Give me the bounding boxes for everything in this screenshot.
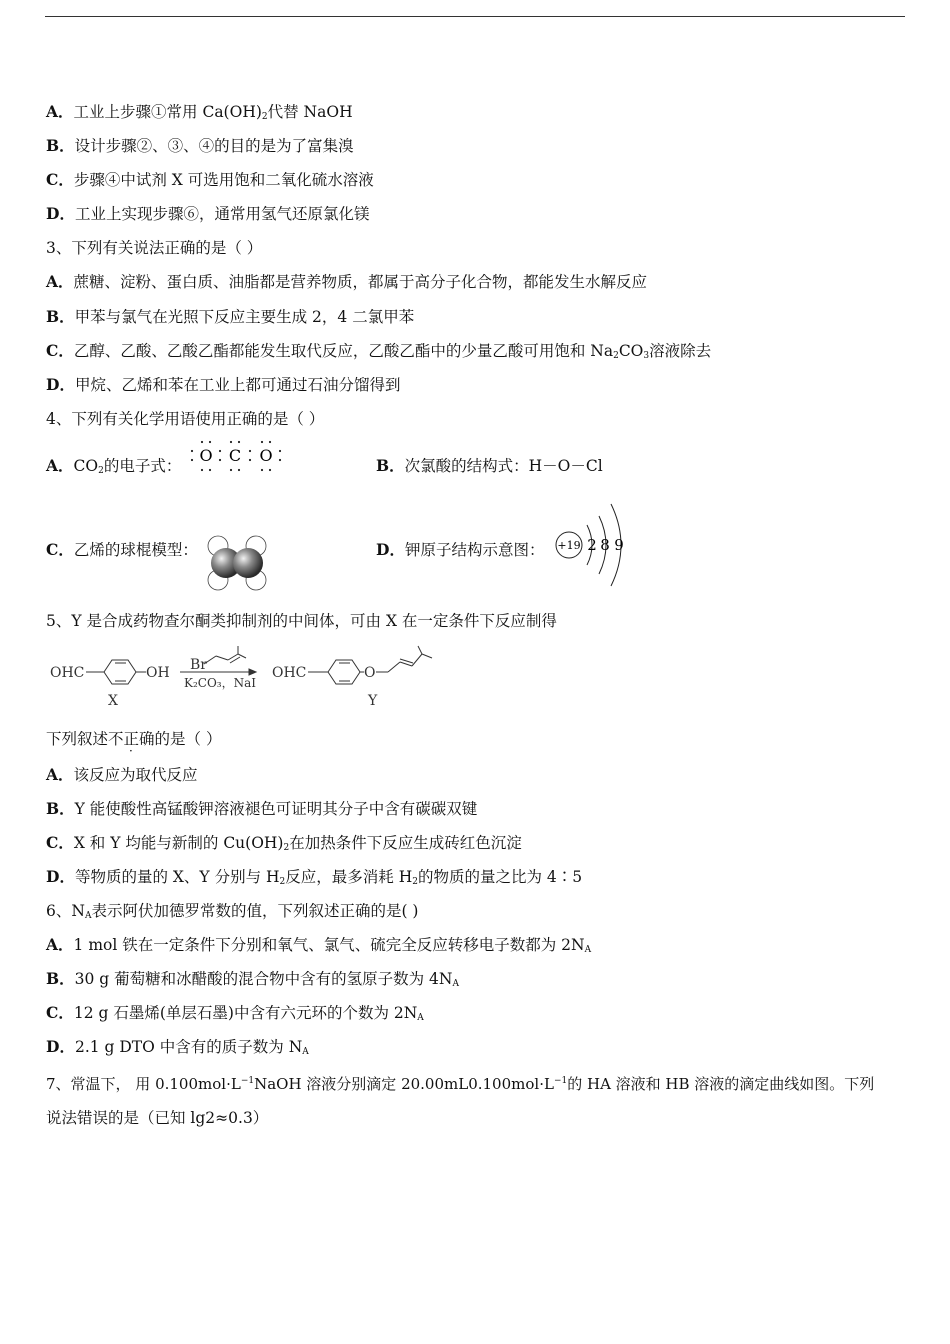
q4-option-d: D．钾原子结构示意图： [376, 540, 545, 559]
q5-stem: 5、Y 是合成药物查尔酮类抑制剂的中间体，可由 X 在一定条件下反应制得 [46, 612, 557, 630]
q3-option-c: C．乙醇、乙酸、乙酸乙酯都能发生取代反应，乙酸乙酯中的少量乙酸可用饱和 $Na_2CO_3$溶液除去 [46, 341, 712, 361]
co2-electron-dot-formula [184, 436, 288, 476]
q4-stem: 4、下列有关化学用语使用正确的是（ ） [46, 410, 325, 428]
q6-option-a: A．1 mol 铁在一定条件下分别和氧气、氯气、硫完全反应转移电子数都为 $2N_A$ [46, 935, 592, 955]
q6-option-c: C．12 g 石墨烯(单层石墨)中含有六元环的个数为 $2N_A$ [46, 1003, 424, 1023]
q5-option-a: A．该反应为取代反应 [46, 765, 198, 784]
q6-stem: 6、$N_A$表示阿伏加德罗常数的值，下列叙述正确的是( ) [46, 902, 419, 921]
svg-text:K₂CO₃，NaI: K₂CO₃，NaI [184, 676, 257, 690]
q5-option-d: D．等物质的量的 X、Y 分别与 $H_2$反应，最多消耗 $H_2$的物质的量之比为 4∶5 [46, 867, 583, 887]
q6-option-d: D．2.1 g DTO 中含有的质子数为 $N_A$ [46, 1037, 309, 1057]
ethylene-ball-stick-model-image [204, 534, 270, 592]
svg-text:Br: Br [190, 657, 207, 673]
q3-option-d: D．甲烷、乙烯和苯在工业上都可通过石油分馏得到 [46, 375, 401, 394]
q3-option-a: A．蔗糖、淀粉、蛋白质、油脂都是营养物质，都属于高分子化合物，都能发生水解反应 [46, 272, 648, 291]
svg-text:X: X [108, 693, 118, 709]
q4-option-c: C．乙烯的球棍模型： [46, 540, 198, 559]
svg-text:OHC: OHC [272, 665, 307, 681]
q6-option-b: B．30 g 葡萄糖和冰醋酸的混合物中含有的氢原子数为 $4N_A$ [46, 969, 459, 989]
emphasis-not-correct: 不正确 [108, 730, 155, 748]
q4-option-b: B．次氯酸的结构式：H－O－Cl [376, 456, 603, 475]
q2-option-d: D．工业上实现步骤⑥，通常用氢气还原氯化镁 [46, 204, 370, 223]
q7-stem-line-2: 说法错误的是（已知 lg2≈0.3） [46, 1109, 269, 1127]
q2-option-b: B．设计步骤②、③、④的目的是为了富集溴 [46, 136, 354, 155]
atom-c: C [228, 446, 242, 465]
svg-text:Y: Y [368, 693, 378, 709]
atom-o-right: O [259, 446, 273, 465]
q5-reaction-scheme [46, 644, 436, 716]
q5-option-b: B．Y 能使酸性高锰酸钾溶液褪色可证明其分子中含有碳碳双键 [46, 799, 478, 818]
svg-text:OH: OH [146, 665, 170, 681]
q7-stem-line-1: 7、常温下， 用 $0.100mol\cdot L^{-1}NaOH$ 溶液分别滴定 $20.00mL0.100mol\cdot L^{-1}$的 HA 溶液和 HB 溶液的滴定曲线如图。下列 [46, 1075, 875, 1093]
svg-text:OHC: OHC [50, 665, 85, 681]
q2-option-a: A．工业上步骤①常用 $Ca(OH)_2$代替 NaOH [46, 102, 353, 122]
svg-text:O: O [364, 665, 376, 681]
q5-option-c: C．X 和 Y 均能与新制的 $Cu(OH)_2$在加热条件下反应生成砖红色沉淀 [46, 833, 522, 853]
q5-sub-stem: 下列叙述不正确的是（ ） [46, 730, 222, 748]
nucleus-charge: +19 [557, 539, 581, 552]
shell-3-count: 9 [614, 536, 624, 554]
q4-option-a: A．$CO_2$的电子式： [46, 456, 182, 476]
atom-o-left: O [199, 446, 213, 465]
q3-stem: 3、下列有关说法正确的是（ ） [46, 239, 263, 257]
potassium-atom-structure-diagram [553, 498, 633, 592]
header-rule [45, 16, 905, 17]
q3-option-b: B．甲苯与氯气在光照下反应主要生成 2，4 二氯甲苯 [46, 307, 415, 326]
shell-2-count: 8 [600, 536, 610, 554]
q2-option-c: C．步骤④中试剂 X 可选用饱和二氧化硫水溶液 [46, 170, 374, 189]
shell-1-count: 2 [587, 536, 597, 554]
